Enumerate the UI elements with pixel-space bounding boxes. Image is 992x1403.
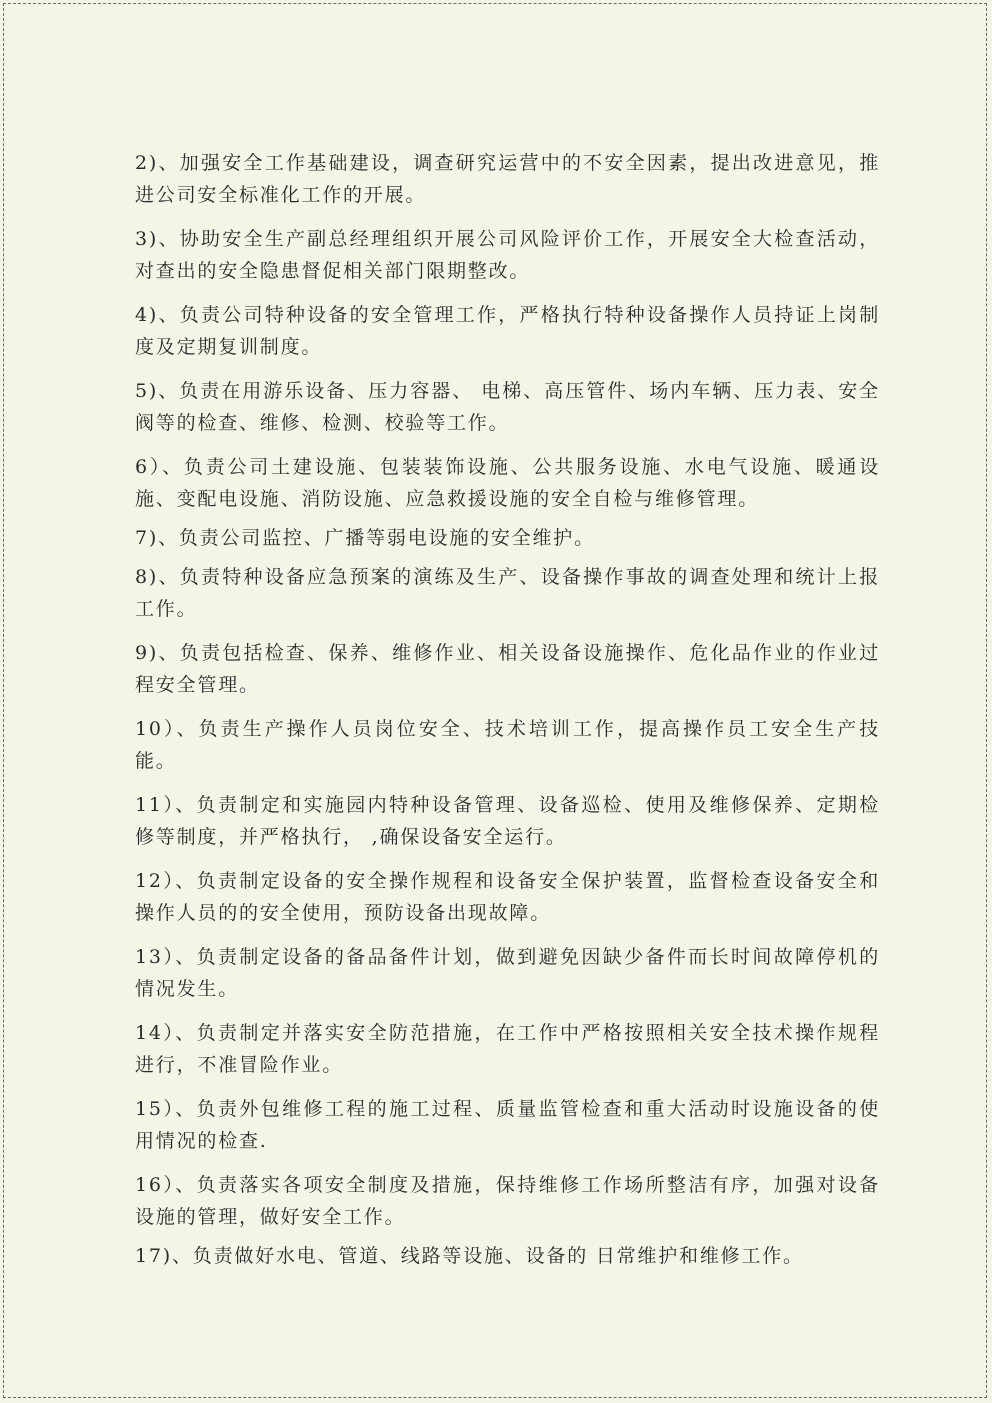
list-item: 17)、负责做好水电、管道、线路等设施、设备的 日常维护和维修工作。 — [135, 1245, 804, 1267]
list-item: 8)、负责特种设备应急预案的演练及生产、设备操作事故的调查处理和统计上报工作。 — [135, 566, 880, 620]
list-item: 10）、负责生产操作人员岗位安全、技术培训工作，提高操作员工安全生产技能。 — [135, 718, 880, 772]
list-item: 2)、加强安全工作基础建设，调查研究运营中的不安全因素，提出改进意见，推进公司安全标准化工作的开展。 — [135, 152, 880, 206]
list-item: 3)、协助安全生产副总经理组织开展公司风险评价工作，开展安全大检查活动，对查出的安全隐患督促相关部门限期整改。 — [135, 228, 880, 282]
list-item: 13）、负责制定设备的备品备件计划，做到避免因缺少备件而长时间故障停机的情况发生。 — [135, 946, 880, 1000]
list-item: 7)、负责公司监控、广播等弱电设施的安全维护。 — [135, 527, 595, 549]
list-item: 14）、负责制定并落实安全防范措施，在工作中严格按照相关安全技术操作规程进行，不准冒险作业。 — [135, 1022, 880, 1076]
list-item: 16）、负责落实各项安全制度及措施，保持维修工作场所整洁有序，加强对设备设施的管理，做好安全工作。 — [135, 1174, 880, 1228]
list-item: 12）、负责制定设备的安全操作规程和设备安全保护装置，监督检查设备安全和操作人员的的安全使用，预防设备出现故障。 — [135, 870, 880, 924]
list-item: 15）、负责外包维修工程的施工过程、质量监管检查和重大活动时设施设备的使用情况的检查. — [135, 1098, 880, 1152]
list-item: 6）、负责公司土建设施、包装装饰设施、公共服务设施、水电气设施、暖通设施、变配电设施、消防设施、应急救援设施的安全自检与维修管理。 — [135, 456, 880, 510]
responsibilities-list — [135, 147, 880, 1272]
list-item: 5)、负责在用游乐设备、压力容器、 电梯、高压管件、场内车辆、压力表、安全阀等的检查、维修、检测、校验等工作。 — [135, 380, 880, 434]
list-item: 4)、负责公司特种设备的安全管理工作，严格执行特种设备操作人员持证上岗制度及定期复训制度。 — [135, 304, 880, 358]
list-item: 9)、负责包括检查、保养、维修作业、相关设备设施操作、危化品作业的作业过程安全管理。 — [135, 642, 880, 696]
list-item: 11）、负责制定和实施园内特种设备管理、设备巡检、使用及维修保养、定期检修等制度，并严格执行， ,确保设备安全运行。 — [135, 794, 880, 848]
